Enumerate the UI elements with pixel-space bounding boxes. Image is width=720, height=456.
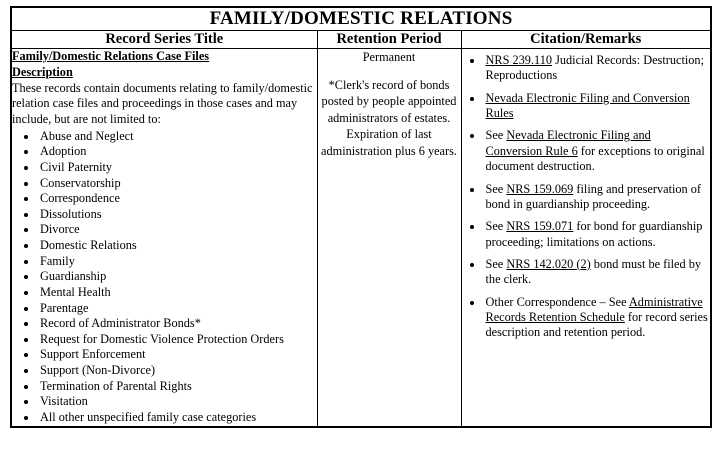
citation-text: See: [485, 219, 507, 234]
citation-text: for record series description and retention period.: [485, 310, 708, 340]
list-item: • Support (Non-Divorce): [38, 363, 317, 378]
list-item: • Family: [38, 254, 317, 269]
description-text: These records contain documents relating to family/domestic relation case files and proceedings in those cases and may include, but are not limited to:: [12, 81, 313, 126]
column-header-retention-period: Retention Period: [317, 31, 461, 49]
citation-reference: NRS 239.110: [485, 53, 553, 67]
list-item: • Conservatorship: [38, 176, 317, 191]
description-label: Description: [12, 65, 73, 80]
citation-reference: Administrative Records Retention Schedule: [485, 294, 703, 325]
list-item: • Visitation: [38, 394, 317, 409]
list-item: • Adoption: [38, 144, 317, 159]
list-item: [484, 91, 711, 122]
list-item: • Correspondence: [38, 191, 317, 206]
document-title: FAMILY/DOMESTIC RELATIONS: [11, 7, 711, 31]
citation-text: See: [485, 128, 507, 143]
list-item: • Parentage: [38, 301, 317, 316]
citation-reference: NRS 159.071: [506, 219, 574, 234]
list-item: • Abuse and Neglect: [38, 129, 317, 144]
header-row: [11, 31, 711, 49]
list-item: • Guardianship: [38, 269, 317, 284]
list-item: [484, 53, 711, 84]
title-row: [11, 7, 711, 31]
citation-text: See: [485, 181, 507, 196]
citation-text: See: [485, 256, 507, 271]
list-item: [484, 219, 711, 250]
category-list: [12, 129, 317, 425]
citation-reference: Nevada Electronic Filing and Conversion Rule 6: [485, 128, 651, 158]
citation-list: [462, 53, 711, 341]
list-item: [484, 295, 711, 341]
retention-permanent: Permanent: [362, 50, 416, 64]
retention-note: *Clerk's record of bonds posted by people appointed administrators of estates. Expiration of last administration plus 6 years.: [321, 77, 457, 158]
retention-schedule-table: [10, 6, 712, 428]
list-item: • Termination of Parental Rights: [38, 379, 317, 394]
citation-text: for exceptions to original document destruction.: [485, 143, 705, 174]
citation-text: Judicial Records: Destruction; Reproductions: [485, 53, 704, 83]
citation-reference: NRS 142.020 (2): [506, 256, 591, 271]
list-item: • Domestic Relations: [38, 238, 317, 253]
table-row: [11, 49, 711, 427]
citation-text: filing and preservation of bond in guardianship proceeding.: [485, 181, 702, 211]
list-item: • Divorce: [38, 222, 317, 237]
list-item: [484, 128, 711, 174]
retention-period-cell: [317, 49, 461, 427]
list-item: • All other unspecified family case categories: [38, 410, 317, 425]
list-item: [484, 257, 711, 288]
column-header-citation-remarks: Citation/Remarks: [461, 31, 711, 49]
list-item: • Mental Health: [38, 285, 317, 300]
citation-remarks-cell: [461, 49, 711, 427]
citation-reference: Nevada Electronic Filing and Conversion Rules: [485, 90, 690, 121]
record-series-cell: [11, 49, 317, 427]
citation-text: Other Correspondence – See: [485, 294, 629, 309]
record-series-title: Family/Domestic Relations Case Files: [12, 49, 210, 63]
list-item: • Dissolutions: [38, 207, 317, 222]
list-item: • Support Enforcement: [38, 347, 317, 362]
column-header-record-series-title: Record Series Title: [11, 31, 317, 49]
list-item: [484, 182, 711, 213]
list-item: • Request for Domestic Violence Protection Orders: [38, 332, 317, 347]
citation-reference: NRS 159.069: [506, 181, 574, 196]
list-item: • Civil Paternity: [38, 160, 317, 175]
citation-text: for bond for guardianship proceeding; limitations on actions.: [485, 219, 703, 249]
citation-text: bond must be filed by the clerk.: [485, 256, 702, 287]
list-item: • Record of Administrator Bonds*: [38, 316, 317, 331]
